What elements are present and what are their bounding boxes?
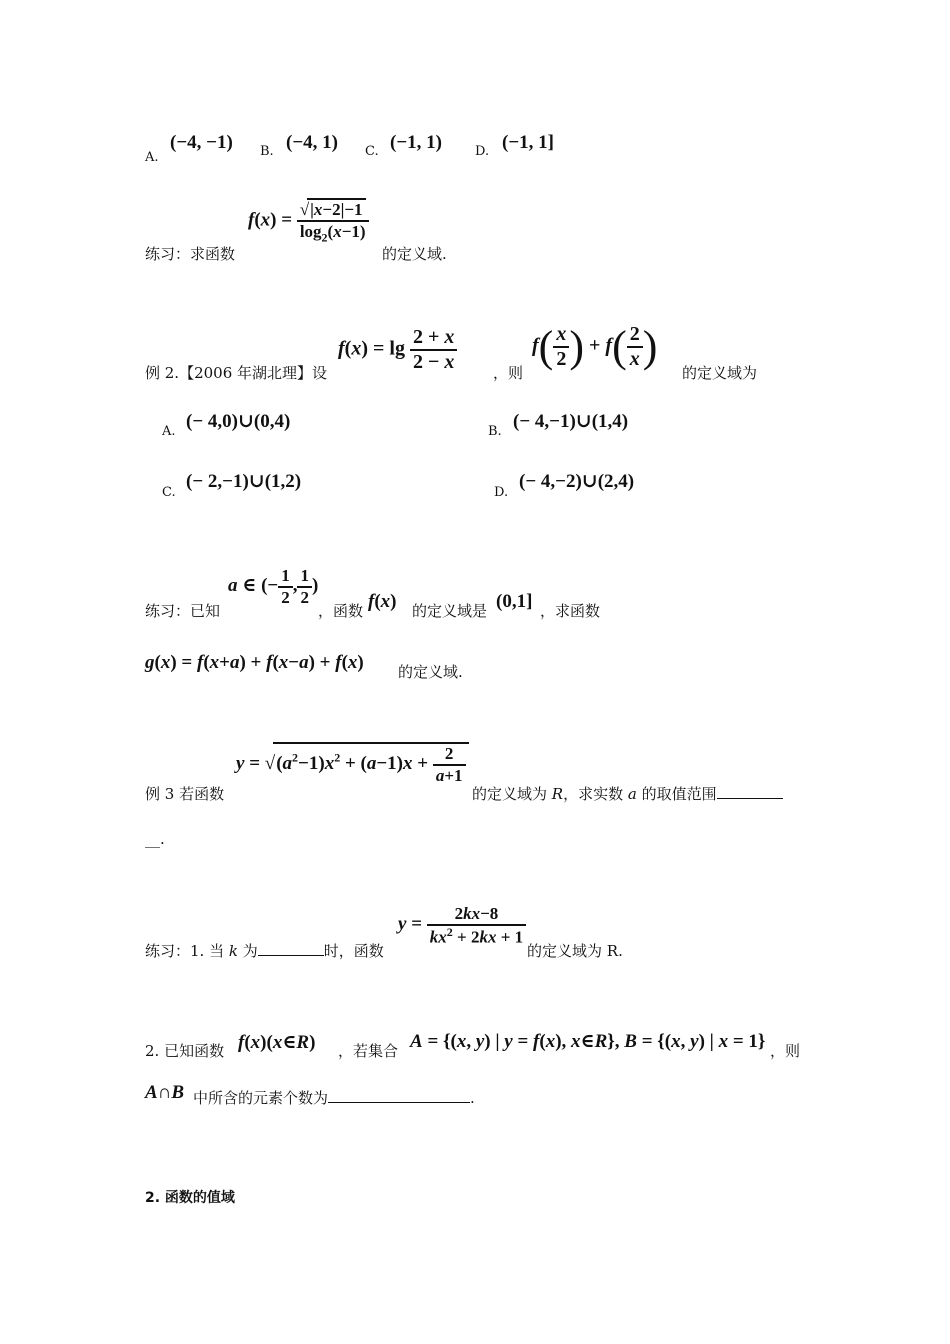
q2-mid2: ，则 [770,1042,801,1060]
practice2-mid1: ，函数 [318,602,364,620]
q1-option-c-value: (−1, 1) [390,132,442,153]
q1-option-d-label: D. [475,144,490,159]
example3-answer-blank [717,798,783,799]
practice3-answer-blank [258,955,324,956]
example2-function-def: f(x) = lg $\frac{2 + x}{2 - x}$ [338,326,457,374]
example2-option-b-label: B. [488,424,502,439]
example3-formula: $y = √(a^2-1)x^2 + (a-1)x$ + $\frac{2}{a+1}$ [236,742,469,785]
practice3-line: 练习：1. 当 k 为 时，函数 [145,942,384,960]
practice2-a-range: a ∈ (− $\frac{1}{2}$ , $\frac{1}{2}$ ) [228,566,319,607]
practice1-suffix: 的定义域. [382,245,447,263]
example2-function-sum: f( $\frac{x}{2}$ ) + f( $\frac{2}{x}$ ) [532,322,658,371]
q1-option-a-value: (−4, −1) [170,132,233,153]
q1-option-d-value: (−1, 1] [502,132,554,153]
q1-option-b-value: (−4, 1) [286,132,338,153]
example3-prefix: 例 3 若函数 [145,785,225,803]
q1-option-a-label: A. [145,150,159,165]
practice2-g-formula: g(x) = f(x+a) + f(x−a) + f(x) [145,652,364,673]
example2-mid: ，则 [493,364,524,382]
q2-fx: f(x)(x∈R) [238,1032,316,1053]
q2-intersection: A∩B [145,1082,185,1103]
q2-mid1: ，若集合 [338,1042,399,1060]
q1-option-b-label: B. [260,144,274,159]
q1-option-c-label: C. [365,144,379,159]
practice3-formula: y = $\frac{2kx-8}{kx^2 + 2kx + 1}$ [398,904,526,947]
section-heading: 2. 函数的值域 [145,1190,235,1206]
example3-suffix: 的定义域为 R，求实数 a 的取值范围 [472,783,783,804]
example3-blank-end: __. [145,830,165,848]
example2-option-d-value: (− 4,−2)∪(2,4) [519,471,635,492]
example2-prefix: 例 2.【2006 年湖北理】设 [145,364,328,382]
example2-option-c-label: C. [162,485,176,500]
practice2-interval: (0,1] [496,591,533,612]
example2-option-d-label: D. [494,485,509,500]
practice2-mid2: 的定义域是 [412,602,488,620]
example2-option-b-value: (− 4,−1)∪(1,4) [513,411,629,432]
q2-answer-blank [328,1102,470,1103]
practice2-prefix: 练习：已知 [145,602,221,620]
practice2-line2-suffix: 的定义域. [398,663,463,681]
practice1-formula: f(x) = $\frac{√|x-2|-1}{\log_2(x-1)}$ [248,198,369,245]
q2-prefix: 2. 已知函数 [145,1042,225,1060]
practice2-mid3: ，求函数 [540,602,601,620]
example2-option-a-label: A. [162,424,176,439]
practice1-prefix: 练习：求函数 [145,245,236,263]
q2-line2: 中所含的元素个数为 . [193,1089,475,1107]
practice2-fx: f(x) [368,591,397,612]
example2-option-a-value: (− 4,0)∪(0,4) [186,411,291,432]
example2-suffix: 的定义域为 [682,364,758,382]
q2-sets: A = {(x, y) | y = f(x), x∈R}, B = {(x, y) | x = 1} [410,1031,766,1052]
example2-option-c-value: (− 2,−1)∪(1,2) [186,471,302,492]
practice3-suffix: 的定义域为 R. [527,942,623,960]
